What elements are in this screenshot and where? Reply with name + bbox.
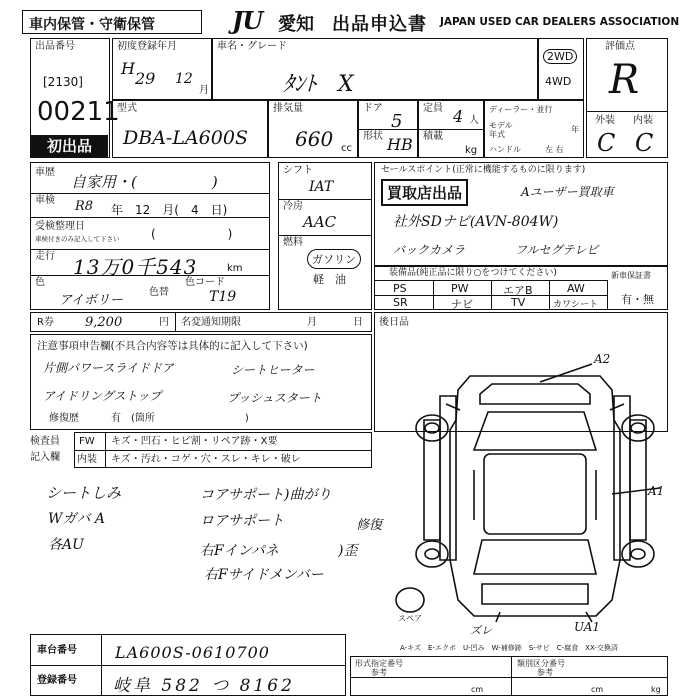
association-name: JAPAN USED CAR DEALERS ASSOCIATION [440,16,680,28]
plate-value: 岐阜 582 つ 8162 [113,676,295,696]
door-label: ドア [363,103,383,114]
displacement-unit: cc [341,143,352,154]
equip-sr: SR [393,296,408,309]
shift-value: IAT [309,179,334,195]
fuel-value: ガソリン [307,249,361,269]
inspect-value: 年 12 月( 4 日) [111,203,228,217]
form-title: 出品申込書 [332,14,427,35]
after-items-label: 後日品 [379,317,409,328]
class-number-label: 類別区分番号 [517,659,565,668]
capacity-unit: 人 [469,115,479,126]
org-name: 愛知 [278,14,314,35]
repair-label: 修復歴 [49,413,79,424]
handnote-3: 各AU [48,537,84,553]
repair-value: 有 (箇所 ) [111,413,249,424]
equip-navi: ナビ [451,298,473,311]
fw-label: FW [79,436,95,447]
grade-value: R [609,57,640,103]
equip-pw: PW [451,282,469,295]
handle-label: ハンドル [489,145,521,154]
capacity-label: 定員 [423,103,443,114]
form-number-label: 形式指定番号 [355,659,403,668]
color-value: アイボリー [59,293,123,308]
first-listing-badge: 初出品 [31,135,108,157]
color-code-value: T19 [209,289,237,305]
dealer-label: ディーラー・並行 [489,105,553,114]
notice-month: 月 [307,317,317,328]
warranty-options: 有・無 [621,293,654,306]
model-year-unit: 年 [571,125,579,134]
shape-value: HB [387,135,413,154]
damage-mark-zure: ズレ [470,624,492,637]
storage-label: 車内保管・守衛保管 [22,10,202,34]
color-label: 色 [35,277,45,288]
fw-row: キズ・凹石・ヒビ割・リペア跡・X要 [111,436,278,447]
inspector-label: 検査員 [30,436,60,447]
notice-label: 名変通知期限 [181,317,241,328]
exterior-grade: C [597,129,616,157]
ref-label-2: 参考 [537,668,553,677]
note-1: 片側パワースライドドア [43,361,174,375]
spare-label: スペア [398,614,422,623]
kg-unit: kg [651,685,661,694]
interior-grade: C [635,129,654,157]
sales-label: セールスポイント(正常に機能するものに限ります) [381,165,586,175]
sales-point-3: バックカメラ [393,243,466,257]
drive-4wd: 4WD [545,75,572,88]
sales-point-4: フルセグテレビ [515,243,599,257]
equip-ps: PS [393,282,407,295]
buyer-badge: 買取店出品 [381,179,468,206]
equipment-label: 装備品(純正品に限り○をつけてください) [389,268,557,278]
lot-code: [2130] [43,75,83,89]
color-change-label: 色替 [149,287,169,298]
recycle-label: R券 [37,317,54,328]
warranty-label: 新車保証書 [611,271,651,280]
cooler-value: AAC [303,213,337,231]
handnote-4: コアサポート)曲がり [200,487,332,503]
model-year-label: モデル年式 [489,121,513,139]
sales-point-1: Aユーザー買取車 [521,185,614,199]
fuel-option: 軽 油 [313,273,346,286]
registration-month: 12 [175,71,193,87]
type-number-block [350,656,668,696]
damage-mark-a2: A2 [594,352,611,366]
handle-options: 左 右 [545,145,564,154]
plate-label: 登録番号 [37,675,77,686]
handnote-5: ロアサポート [200,513,284,529]
sales-point-2: 社外SDナビ(AVN-804W) [393,214,559,230]
shape-label: 形状 [363,131,383,142]
load-label: 積載 [423,131,443,142]
inspect-label: 車検 [35,195,55,206]
interior-label: 内装 [633,115,653,126]
received-label: 受検整理日 [35,221,85,232]
note-4: プッシュスタート [227,391,322,405]
handnote-1: シートしみ [46,484,122,502]
car-name-label: 車名・グレード [217,41,287,52]
notice-day: 日 [353,317,363,328]
ju-logo: JU [232,6,263,35]
inspect-era: R8 [75,199,94,214]
cooler-label: 冷房 [283,201,303,212]
handnote-9: )歪 [338,543,358,559]
drive-2wd: 2WD [543,49,577,64]
recycle-unit: 円 [159,317,169,328]
exterior-label: 外装 [595,115,615,126]
interior-row-label: 内装 [77,454,97,465]
notes-label: 注意事項申告欄(不具合内容等は具体的に記入して下さい) [37,340,308,352]
fuel-label: 燃料 [283,237,303,248]
damage-mark-a1: A1 [648,484,665,498]
cm-unit-1: cm [471,685,484,694]
model-value: DBA-LA600S [123,127,248,149]
lot-number: 00211 [37,97,120,127]
note-2: シートヒーター [231,363,315,377]
mileage-label: 走行 [35,251,55,262]
color-code-label: 色コード [185,277,225,288]
chassis-label: 車台番号 [37,645,77,656]
damage-mark-ua1: UA1 [574,620,601,634]
displacement-value: 660 [295,127,334,151]
lot-label: 出品番号 [35,41,75,52]
registration-era: H [121,59,135,78]
door-value: 5 [391,111,403,132]
registration-year: 29 [135,69,156,88]
damage-legend: A-キズ E-エクボ U-凹み W-補修跡 S-サビ C-腐食 XX-交換済 [400,644,618,652]
handnote-2: Wガバ A [48,511,105,527]
received-value: ( ) [151,227,233,241]
interior-row: キズ・汚れ・コゲ・穴・スレ・キレ・破レ [111,454,301,465]
note-3: アイドリングストップ [43,389,162,403]
registration-label: 初度登録年月 [117,41,177,52]
equip-leather: カワシート [553,300,599,310]
received-note: 車検付きのみ記入して下さい [35,235,120,243]
chassis-value: LA600S-0610700 [115,643,270,662]
inspector-label-2: 記入欄 [30,452,60,463]
load-unit: kg [465,145,478,156]
ref-label-1: 参考 [371,668,387,677]
handnote-7: 右Fインパネ [200,543,279,559]
displacement-label: 排気量 [273,103,303,114]
handnote-6: 修復 [356,518,383,533]
use-label: 車歴 [35,167,55,178]
mileage-unit: km [227,263,243,274]
car-name-value: ﾀﾝﾄ X [283,72,354,97]
mileage-value: 13万0千543 [73,255,198,279]
grade-label: 評価点 [605,41,635,52]
use-value: 自家用・( ) [71,173,218,191]
equip-airbag: エアB [503,284,533,297]
equip-tv: TV [511,296,526,309]
capacity-value: 4 [453,107,464,126]
shift-label: シフト [283,165,313,176]
recycle-value: 9,200 [85,315,123,330]
equip-aw: AW [567,282,585,295]
cm-unit-2: cm [591,685,604,694]
model-label: 型式 [117,103,137,114]
registration-month-unit: 月 [199,85,209,96]
chassis-block [30,634,346,696]
handnote-8: 右Fサイドメンバー [204,567,324,583]
